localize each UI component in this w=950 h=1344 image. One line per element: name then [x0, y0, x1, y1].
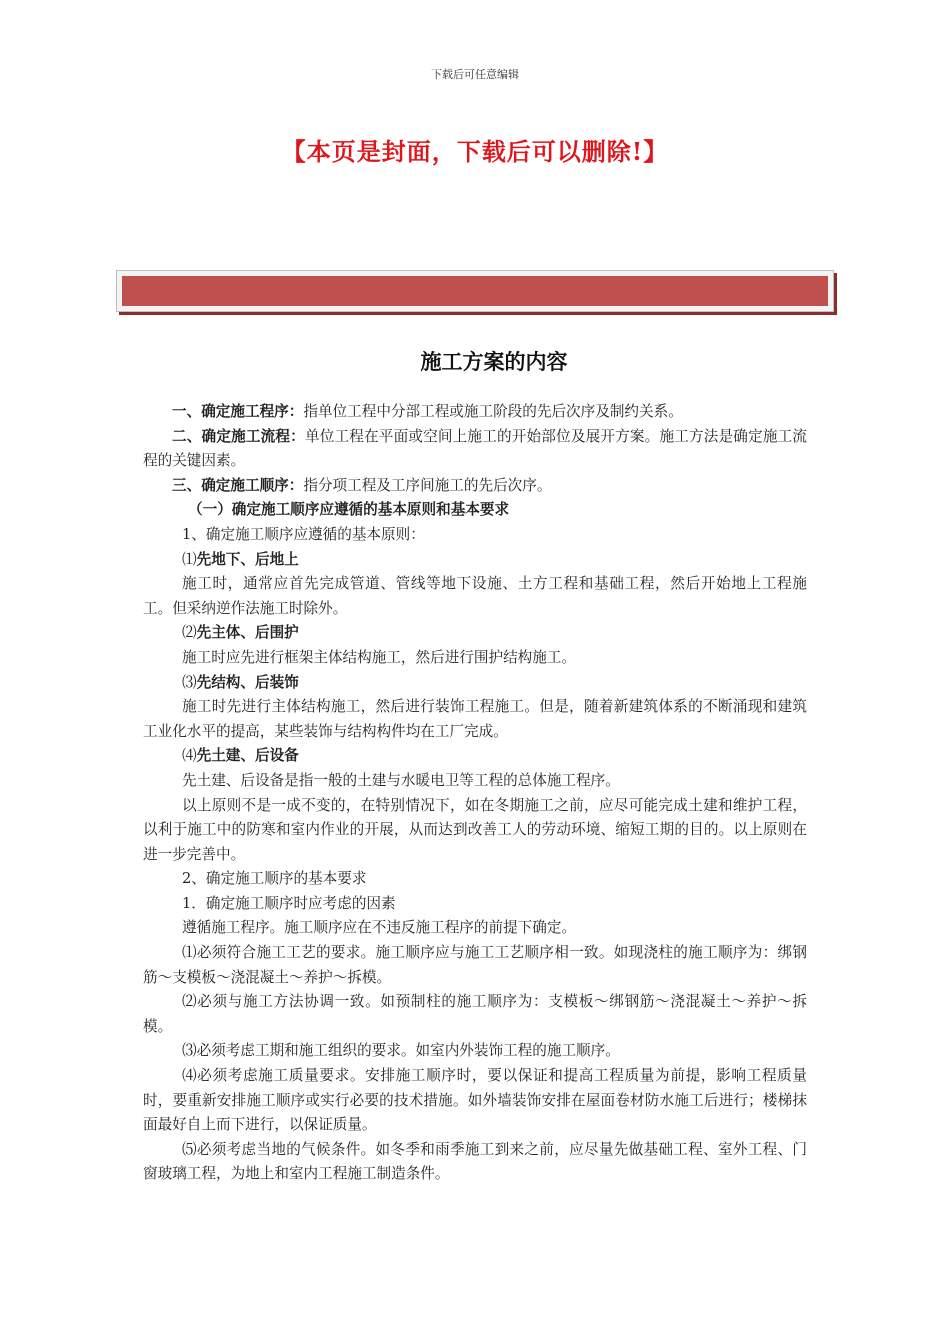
principle-4-text: 先土建、后设备是指一般的土建与水暖电卫等工程的总体施工程序。: [182, 771, 620, 789]
principles-summary: 以上原则不是一成不变的，在特别情况下，如在冬期施工之前，应尽可能完成土建和维护工程，以利于施工中的防寒和室内作业的开展，从而达到改善工人的劳动环境、缩短工期的目的。以上原则在进一步完善中。: [143, 796, 807, 863]
principle-4-number: ⑷: [182, 747, 197, 765]
principle-1-text: 施工时，通常应首先完成管道、管线等地下设施、土方工程和基础工程，然后开始地上工程施工。但采纳逆作法施工时除外。: [143, 575, 807, 617]
requirement-4: ⑷必须考虑施工质量要求。安排施工顺序时，要以保证和提高工程质量为前提，影响工程质量时，要重新安排施工顺序或实行必要的技术措施。如外墙装饰安排在屋面卷材防水施工后进行；楼梯抹面最好自上而下进行，以保证质量。: [143, 1067, 807, 1134]
section-2-text: 单位工程在平面或空间上施工的开始部位及展开方案。施工方法是确定施工流程的关键因素。: [143, 427, 807, 470]
banner-bar: [122, 276, 828, 306]
factors-heading: 1．确定施工顺序时应考虑的因素: [182, 894, 396, 912]
document-title: 施工方案的内容: [420, 349, 568, 374]
principle-2-title: 先主体、后围护: [196, 624, 299, 642]
principle-2-text: 施工时应先进行框架主体结构施工，然后进行围护结构施工。: [182, 648, 577, 666]
principle-2-number: ⑵: [182, 624, 197, 642]
section-3-label: 三、确定施工顺序：: [172, 476, 304, 494]
section-3-text: 指分项工程及工序间施工的先后次序。: [303, 476, 552, 494]
principle-1-title: 先地下、后地上: [196, 550, 299, 568]
principles-intro: 1、确定施工顺序应遵循的基本原则：: [182, 525, 425, 543]
principle-2-heading: [143, 621, 807, 646]
section-1-text: 指单位工程中分部工程或施工阶段的先后次序及制约关系。: [303, 403, 683, 420]
decorative-banner: [116, 270, 834, 312]
requirements-heading: 2、确定施工顺序的基本要求: [182, 870, 367, 888]
principle-3-heading: [143, 671, 807, 696]
subsection-heading: （一）确定施工顺序应遵循的基本原则和基本要求: [188, 501, 510, 519]
principle-3-number: ⑶: [182, 673, 197, 691]
section-1: [143, 400, 807, 425]
cover-notice: 【本页是封面，下载后可以删除!】: [281, 137, 669, 166]
requirement-5: ⑸必须考虑当地的气候条件。如冬季和雨季施工到来之前，应尽量先做基础工程、室外工程、门窗玻璃工程，为地上和室内工程施工制造条件。: [143, 1140, 807, 1183]
requirement-1: ⑴必须符合施工工艺的要求。施工顺序应与施工工艺顺序相一致。如现浇柱的施工顺序为：绑钢筋～支模板～浇混凝土～养护～拆模。: [143, 944, 807, 986]
section-2-label: 二、确定施工流程：: [172, 427, 305, 445]
principle-3-text: 施工时先进行主体结构施工，然后进行装饰工程施工。但是，随着新建筑体系的不断涌现和建筑工业化水平的提高，某些装饰与结构构件均在工厂完成。: [143, 698, 807, 740]
section-3: [143, 474, 807, 499]
header-note: 下载后可任意编辑: [431, 68, 519, 81]
follow-procedure: 遵循施工程序。施工顺序应在不违反施工程序的前提下确定。: [182, 919, 577, 937]
principle-1-heading: [143, 548, 807, 573]
principle-4-heading: [143, 744, 807, 769]
section-2: [143, 425, 807, 474]
document-body: [143, 400, 807, 1187]
principle-1-number: ⑴: [182, 550, 197, 568]
principle-4-title: 先土建、后设备: [196, 747, 299, 765]
section-1-label: 一、确定施工程序：: [172, 403, 304, 420]
principle-3-title: 先结构、后装饰: [196, 673, 299, 691]
requirement-3: ⑶必须考虑工期和施工组织的要求。如室内外装饰工程的施工顺序。: [182, 1042, 620, 1060]
requirement-2: ⑵必须与施工方法协调一致。如预制柱的施工顺序为：支模板～绑钢筋～浇混凝土～养护～拆模。: [143, 993, 807, 1035]
